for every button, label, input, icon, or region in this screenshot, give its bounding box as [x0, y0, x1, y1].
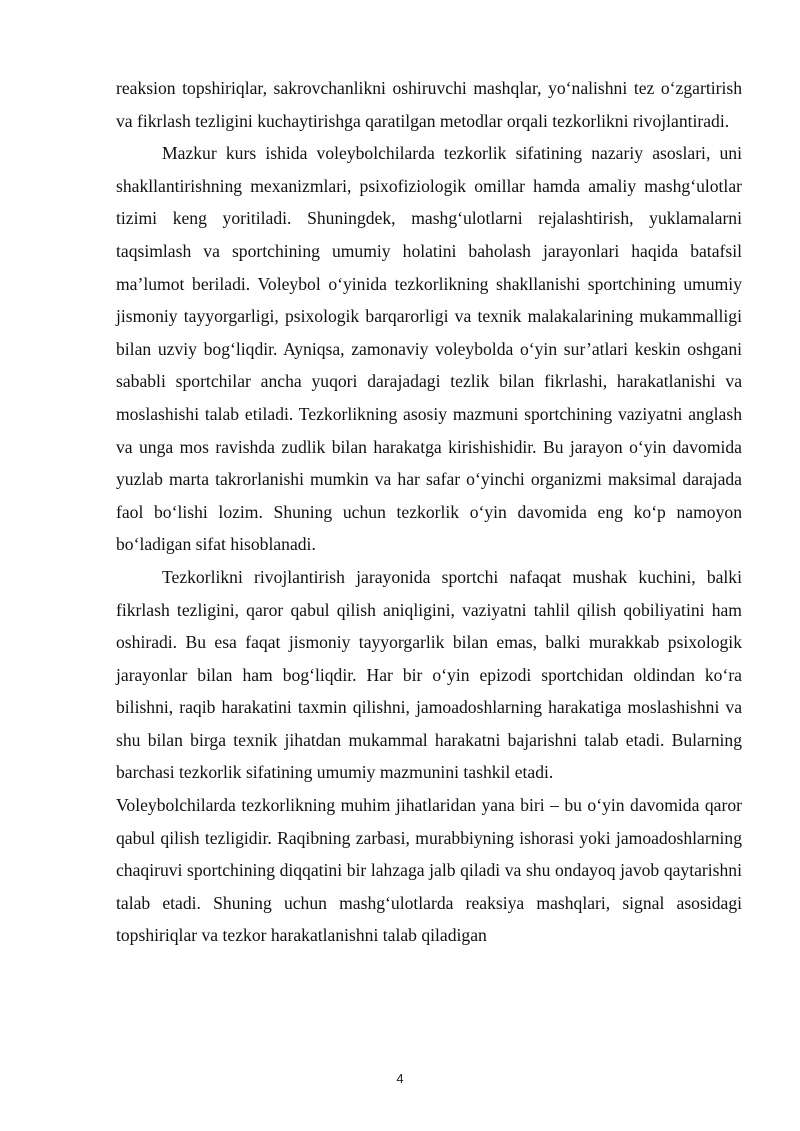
body-text [116, 72, 742, 952]
paragraph-speed-development: Tezkorlikni rivojlantirish jarayonida sportchi nafaqat mushak kuchini, balki fikrlash tezligini, qaror qabul qilish aniqligini, vaziyatni tahlil qilish qobiliyatini ham oshiradi. Bu esa faqat jismoniy tayyorgarlik bilan emas, balki murakkab psixologik jarayonlar bilan ham bog‘liqdir. Har bir o‘yin epizodi sportchidan oldindan ko‘ra bilishni, raqib harakatini taxmin qilishni, jamoadoshlarning harakatiga moslashishni va shu bilan birga texnik jihatdan mukammal harakatni bajarishni talab etadi. Bularning barchasi tezkorlik sifatining umumiy mazmunini tashkil etadi. [116, 566, 742, 783]
paragraph-course-overview: Mazkur kurs ishida voleybolchilarda tezkorlik sifatining nazariy asoslari, uni shakllantirishning mexanizmlari, psixofiziologik omillar hamda amaliy mashg‘ulotlar tizimi keng yoritiladi. Shuningdek, mashg‘ulotlarni rejalashtirish, yuklamalarni taqsimlash va sportchining umumiy holatini baholash jarayonlari haqida batafsil ma’lumot beriladi. Voleybol o‘yinida tezkorlikning shakllanishi sportchining umumiy jismoniy tayyorgarligi, psixologik barqarorligi va texnik malakalarining mukammalligi bilan uzviy bog‘liqdir. Ayniqsa, zamonaviy voleybolda o‘yin sur’atlari keskin oshgani sababli sportchilar ancha yuqori darajadagi tezlik bilan fikrlashi, harakatlanishi va moslashishi talab etiladi. Tezkorlikning asosiy mazmuni sportchining vaziyatni anglash va unga mos ravishda zudlik bilan harakatga kirishishidir. Bu jarayon o‘yin davomida yuzlab marta takrorlanishi mumkin va har safar o‘yinchi organizmi maksimal darajada faol bo‘lishi lozim. Shuning uchun tezkorlik o‘yin davomida eng ko‘p namoyon bo‘ladigan sifat hisoblanadi. [116, 143, 742, 555]
paragraph-decision-speed: Voleybolchilarda tezkorlikning muhim jihatlaridan yana biri – bu o‘yin davomida qaror qabul qilish tezligidir. Raqibning zarbasi, murabbiyning ishorasi yoki jamoadoshlarning chaqiruvi sportchining diqqatini bir lahzaga jalb qiladi va shu ondayoq javob qaytarishni talab etadi. Shuning uchun mashg‘ulotlarda reaksiya mashqlari, signal asosidagi topshiriqlar va tezkor harakatlanishni talab qiladigan [116, 795, 742, 946]
paragraph-continuation: reaksion topshiriqlar, sakrovchanlikni oshiruvchi mashqlar, yo‘nalishni tez o‘zgartirish va fikrlash tezligini kuchaytirishga qaratilgan metodlar orqali tezkorlikni rivojlantiradi. [116, 78, 742, 131]
page-number: 4 [396, 1071, 404, 1086]
